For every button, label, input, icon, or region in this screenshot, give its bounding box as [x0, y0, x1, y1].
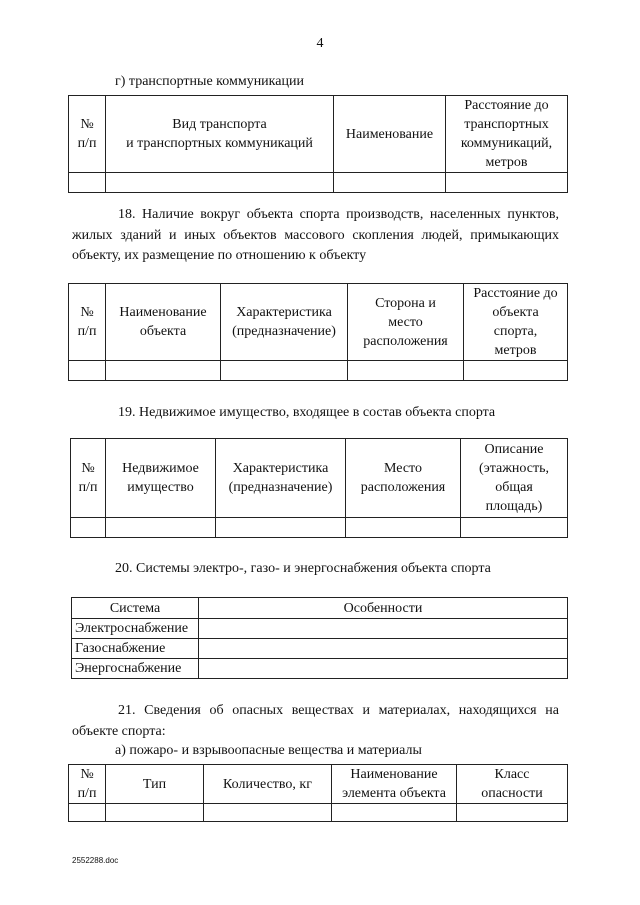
empty-cell [446, 173, 568, 193]
empty-cell [106, 804, 204, 822]
empty-cell [204, 804, 332, 822]
empty-cell [457, 804, 568, 822]
header-cell: № п/п [69, 765, 106, 804]
empty-cell [199, 639, 568, 659]
utilities-table [71, 597, 568, 679]
header-cell: Система [72, 598, 199, 619]
surroundings-table [68, 283, 568, 381]
header-cell: Количество, кг [204, 765, 332, 804]
system-cell: Электроснабжение [72, 619, 199, 639]
empty-cell [348, 361, 464, 381]
header-cell: Описание (этажность, общая площадь) [461, 439, 568, 518]
section-g-title: г) транспортные коммуникации [115, 74, 304, 89]
header-cell: Класс опасности [457, 765, 568, 804]
header-cell: Сторона и место расположения [348, 284, 464, 361]
header-cell: Наименование элемента объекта [332, 765, 457, 804]
empty-cell [106, 173, 334, 193]
empty-cell [221, 361, 348, 381]
hazardous-table [68, 764, 568, 822]
header-cell: Характеристика (предназначение) [216, 439, 346, 518]
header-cell: Расстояние до объекта спорта, метров [464, 284, 568, 361]
header-cell: Вид транспорта и транспортных коммуникаций [106, 96, 334, 173]
empty-cell [106, 361, 221, 381]
page-number: 4 [316, 36, 324, 51]
header-cell: Место расположения [346, 439, 461, 518]
empty-cell [461, 518, 568, 538]
section-18-text: 18. Наличие вокруг объекта спорта производств, населенных пунктов, жилых зданий и иных объектов массового скопления людей, примыкающих объекту, их размещение по отношению к объекту [72, 207, 559, 263]
header-cell: № п/п [69, 284, 106, 361]
empty-cell [464, 361, 568, 381]
header-cell: Недвижимое имущество [106, 439, 216, 518]
property-table [70, 438, 568, 538]
section-21-text: 21. Сведения об опасных веществах и материалах, находящихся на объекте спорта: [72, 703, 559, 739]
empty-cell [332, 804, 457, 822]
section-21-subtitle: а) пожаро- и взрывоопасные вещества и материалы [115, 743, 422, 758]
file-name-footer: 2552288.doc [72, 856, 119, 865]
empty-cell [199, 659, 568, 679]
empty-cell [69, 173, 106, 193]
transport-table [68, 95, 568, 193]
header-cell: Характеристика (предназначение) [221, 284, 348, 361]
system-cell: Энергоснабжение [72, 659, 199, 679]
section-19-text: 19. Недвижимое имущество, входящее в состав объекта спорта [118, 405, 496, 420]
header-cell: № п/п [69, 96, 106, 173]
system-cell: Газоснабжение [72, 639, 199, 659]
empty-cell [199, 619, 568, 639]
header-cell: № п/п [71, 439, 106, 518]
section-20-text: 20. Системы электро-, газо- и энергоснабжения объекта спорта [115, 561, 491, 576]
empty-cell [69, 804, 106, 822]
empty-cell [216, 518, 346, 538]
empty-cell [106, 518, 216, 538]
header-cell: Расстояние до транспортных коммуникаций, метров [446, 96, 568, 173]
header-cell: Наименование [334, 96, 446, 173]
empty-cell [69, 361, 106, 381]
empty-cell [346, 518, 461, 538]
header-cell: Тип [106, 765, 204, 804]
empty-cell [334, 173, 446, 193]
header-cell: Наименование объекта [106, 284, 221, 361]
header-cell: Особенности [199, 598, 568, 619]
empty-cell [71, 518, 106, 538]
